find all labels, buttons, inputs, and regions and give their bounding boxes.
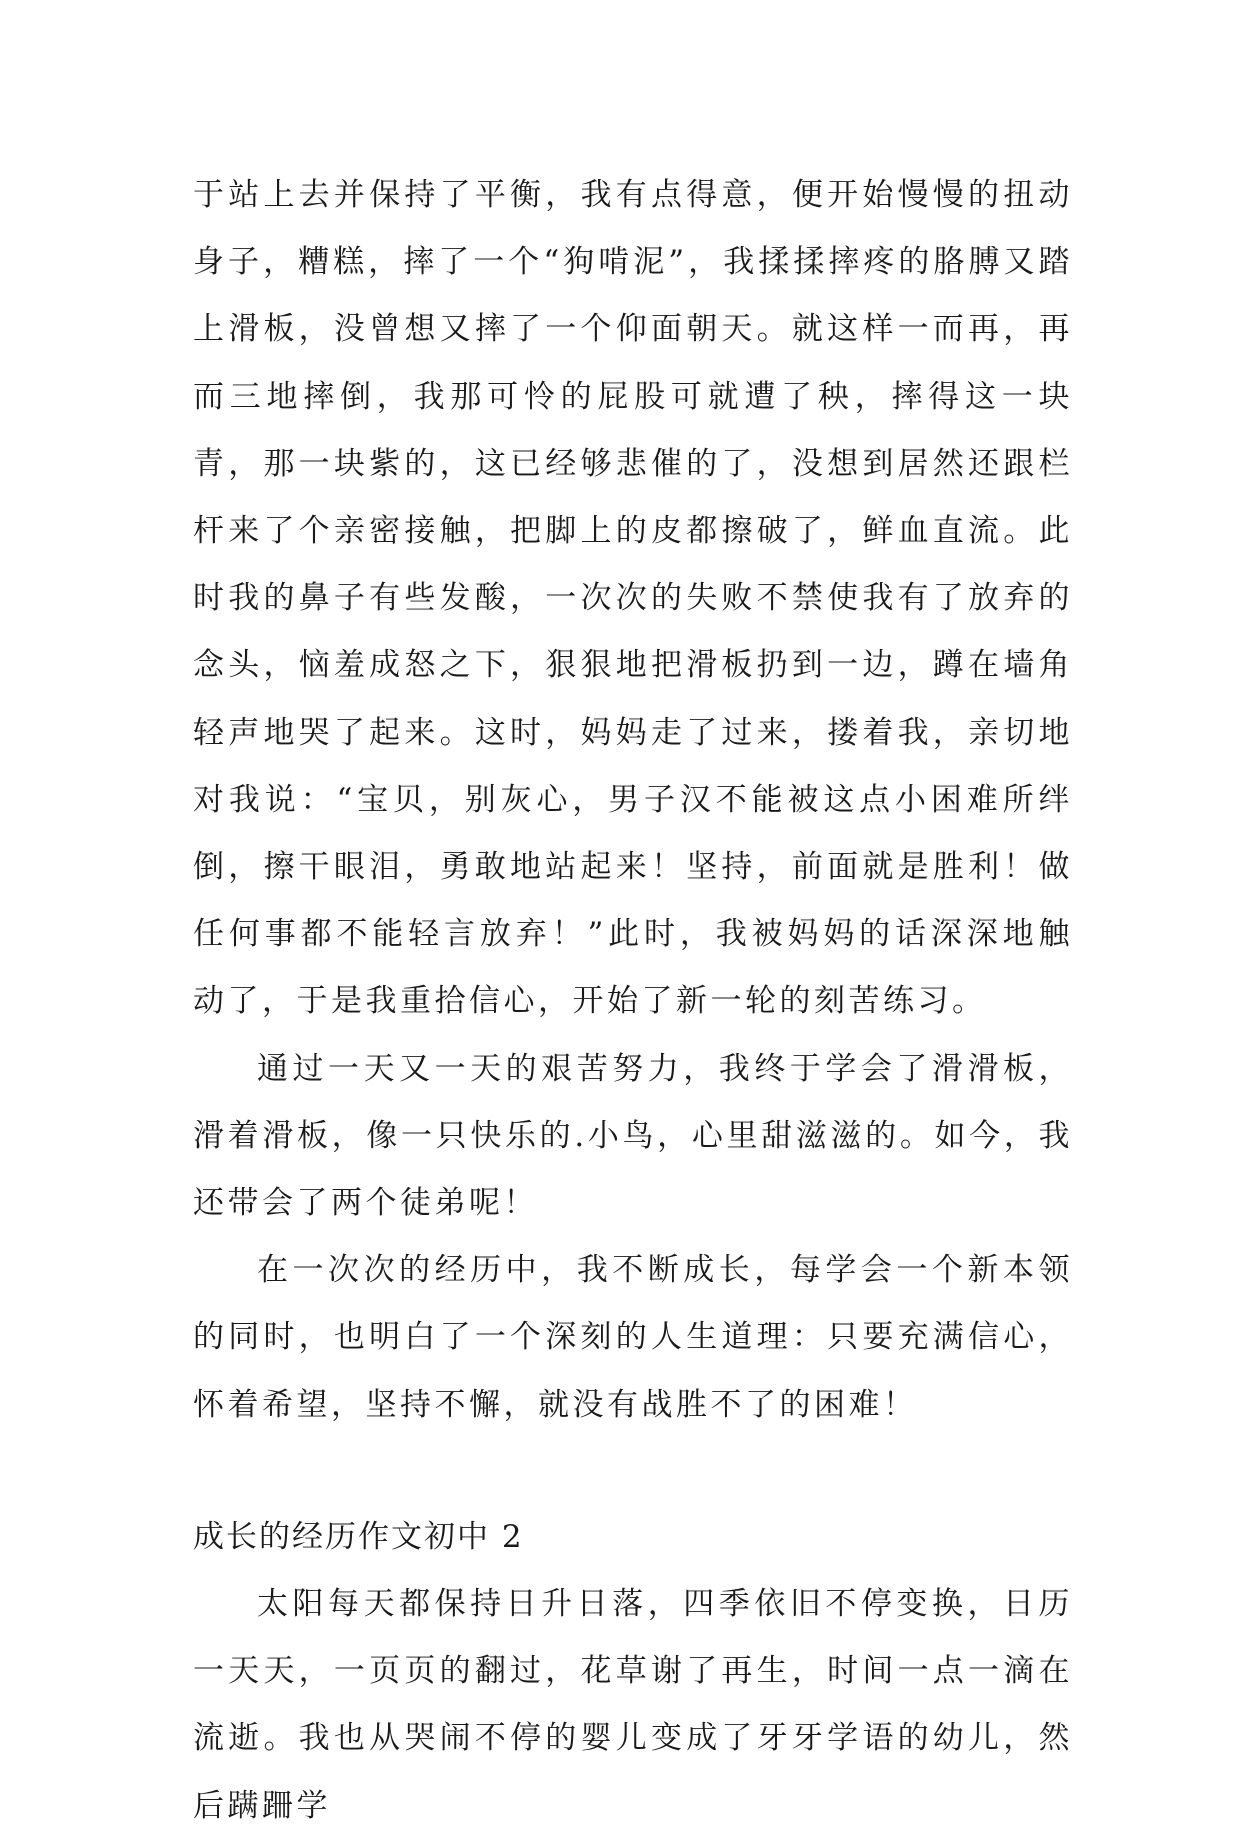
paragraph-sun-rises: 太阳每天都保持日升日落，四季依旧不停变换，日历一天天，一页页的翻过，花草谢了再生，时间一点一滴在流逝。我也从哭闹不停的婴儿变成了牙牙学语的幼儿，然后蹒跚学 bbox=[193, 1586, 1073, 1824]
paragraph-life-lesson: 在一次次的经历中，我不断成长，每学会一个新本领的同时，也明白了一个深刻的人生道理：只要充满信心，怀着希望，坚持不懈，就没有战胜不了的困难！ bbox=[193, 1252, 1073, 1423]
paragraph-learned-skateboard: 通过一天又一天的艰苦努力，我终于学会了滑滑板，滑着滑板，像一只快乐的.小鸟，心里甜滋滋的。如今，我还带会了两个徒弟呢！ bbox=[193, 1050, 1073, 1222]
paragraph-skateboard-falls: 于站上去并保持了平衡，我有点得意，便开始慢慢的扭动身子，糟糕，摔了一个“狗啃泥”，我揉揉摔疼的胳膊又踏上滑板，没曾想又摔了一个仰面朝天。就这样一而再，再而三地摔倒，我那可怜的屁股可就遭了秧，摔得这一块青，那一块紫的，这已经够悲催的了，没想到居然还跟栏杆来了个亲密接触，把脚上的皮都擦破了，鲜血直流。此时我的鼻子有些发酸，一次次的失败不禁使我有了放弃的念头，恼羞成怒之下，狠狠地把滑板扔到一边，蹲在墙角轻声地哭了起来。这时，妈妈走了过来，搂着我，亲切地对我说：“宝贝，别灰心，男子汉不能被这点小困难所绊倒，擦干眼泪，勇敢地站起来！坚持，前面就是胜利！做任何事都不能轻言放弃！”此时，我被妈妈的话深深地触动了，于是我重拾信心，开始了新一轮的刻苦练习。 bbox=[193, 177, 1073, 1020]
essay-heading-2: 成长的经历作文初中 2 bbox=[193, 1518, 524, 1555]
document-body bbox=[193, 162, 1073, 1840]
